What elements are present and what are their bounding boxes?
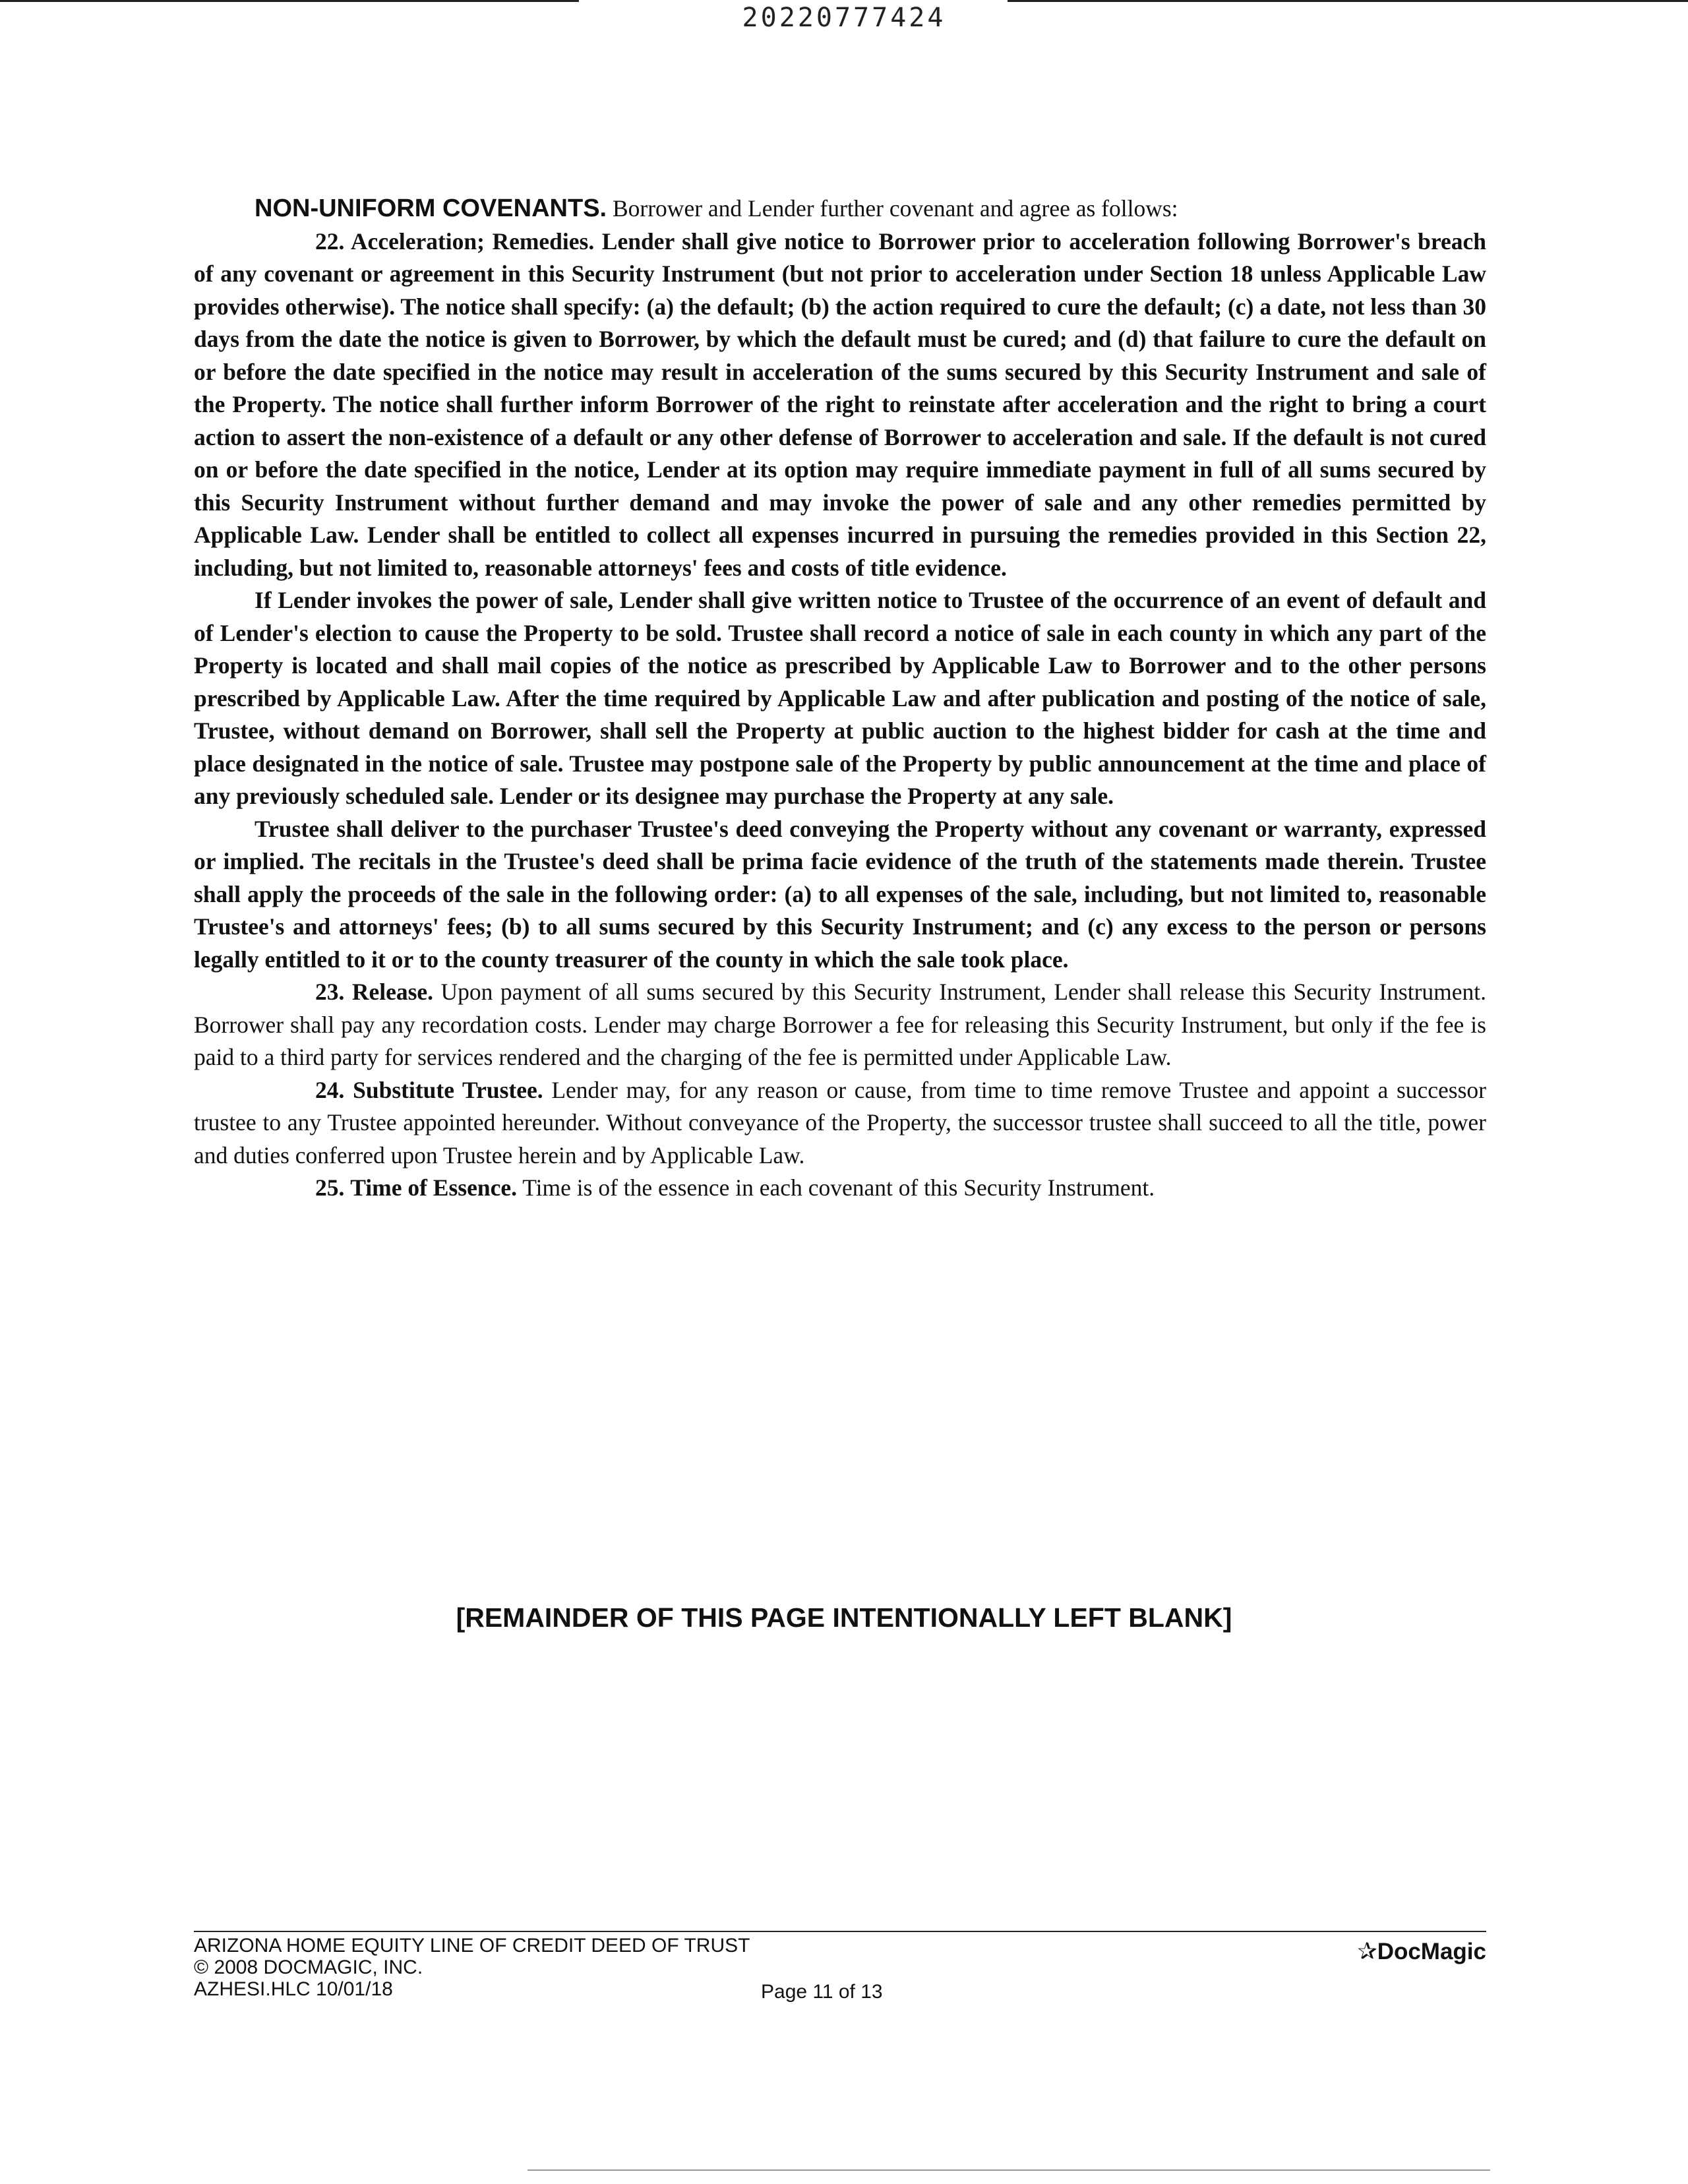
section-22-paragraph-1 <box>194 226 1486 585</box>
blank-page-notice: [REMAINDER OF THIS PAGE INTENTIONALLY LEFT BLANK] <box>456 1602 1232 1633</box>
section-22-text-1: Lender shall give notice to Borrower prior to acceleration following Borrower's breach of any covenant or agreement in this Security Instrument (but not prior to acceleration under Section 18 unless Applicable Law provides otherwise). The notice shall specify: (a) the default; (b) the action required to cure the default; (c) a date, not less than 30 days from the date the notice is given to Borrower, by which the default must be cured; and (d) that failure to cure the default on or before the date specified in the notice may result in acceleration of the sums secured by this Security Instrument and sale of the Property. The notice shall further inform Borrower of the right to reinstate after acceleration and the right to bring a court action to assert the non-existence of a default or any other defense of Borrower to acceleration and sale. If the default is not cured on or before the date specified in the notice, Lender at its option may require immediate payment in full of all sums secured by this Security Instrument without further demand and may invoke the power of sale and any other remedies permitted by Applicable Law. Lender shall be entitled to collect all expenses incurred in pursuing the remedies provided in this Section 22, including, but not limited to, reasonable attorneys' fees and costs of title evidence. <box>194 228 1487 581</box>
document-body <box>194 193 1486 1205</box>
recording-number: 20220777424 <box>742 3 946 33</box>
section-22-number: 22. <box>315 228 345 255</box>
section-25-title: Time of Essence. <box>350 1174 517 1201</box>
top-rule-right <box>1008 0 1688 2</box>
section-23-title: Release. <box>351 979 434 1005</box>
section-22-paragraph-2: If Lender invokes the power of sale, Lender shall give written notice to Trustee of the occurrence of an event of default and of Lender's election to cause the Property to be sold. Trustee shall record a notice of sale in each county in which any part of the Property is located and shall mail copies of the notice as prescribed by Applicable Law to Borrower and to the other persons prescribed by Applicable Law. After the time required by Applicable Law and after publication and posting of the notice of sale, Trustee, without demand on Borrower, shall sell the Property at public auction to the highest bidder for cash at the time and place designated in the notice of sale. Trustee may postpone sale of the Property by public announcement at the time and place of any previously scheduled sale. Lender or its designee may purchase the Property at any sale. <box>194 587 1486 809</box>
section-23-number: 23. <box>315 979 345 1005</box>
star-icon: ✰ <box>1357 1937 1377 1964</box>
footer-form-title: ARIZONA HOME EQUITY LINE OF CREDIT DEED OF TRUST <box>194 1935 750 1957</box>
footer-form-code: AZHESI.HLC 10/01/18 <box>194 1978 393 2000</box>
brand-name: DocMagic <box>1377 1939 1486 1964</box>
section-22-paragraph-3: Trustee shall deliver to the purchaser Trustee's deed conveying the Property without any covenant or warranty, expressed or implied. The recitals in the Trustee's deed shall be prima facie evidence of the truth of the statements made therein. Trustee shall apply the proceeds of the sale in the following order: (a) to all expenses of the sale, including, but not limited to, reasonable Trustee's and attorneys' fees; (b) to all sums secured by this Security Instrument; and (c) any excess to the person or persons legally entitled to it or to the county treasurer of the county in which the sale took place. <box>194 815 1486 973</box>
section-24-number: 24. <box>315 1076 345 1103</box>
section-22-title: Acceleration; Remedies. <box>350 228 595 255</box>
page-number: Page 11 of 13 <box>761 1981 883 2003</box>
section-25-number: 25. <box>315 1174 345 1201</box>
scan-artifact-line <box>528 2169 1490 2171</box>
section-23-text: Upon payment of all sums secured by this Security Instrument, Lender shall release this Security Instrument. Borrower shall pay any recordation costs. Lender may charge Borrower a fee for releasing this Security Instrument, but only if the fee is paid to a third party for services rendered and the charging of the fee is permitted under Applicable Law. <box>194 979 1486 1070</box>
docmagic-logo <box>1339 1937 1486 1965</box>
intro-text: Borrower and Lender further covenant and agree as follows: <box>612 195 1178 222</box>
footer-rule <box>194 1931 1486 1932</box>
section-24-paragraph <box>194 1074 1486 1172</box>
section-25-paragraph <box>194 1172 1486 1205</box>
section-23-paragraph <box>194 976 1486 1074</box>
intro-heading: NON-UNIFORM COVENANTS. <box>255 195 607 222</box>
section-24-text: Lender may, for any reason or cause, from time to time remove Trustee and appoint a successor trustee to any Trustee appointed hereunder. Without conveyance of the Property, the successor trustee shall succeed to all the title, power and duties conferred upon Trustee herein and by Applicable Law. <box>194 1076 1486 1168</box>
footer-copyright: © 2008 DOCMAGIC, INC. <box>194 1957 423 1978</box>
top-rule-left <box>0 0 579 2</box>
intro-paragraph <box>194 193 1486 226</box>
section-25-text: Time is of the essence in each covenant of this Security Instrument. <box>522 1174 1155 1201</box>
section-24-title: Substitute Trustee. <box>353 1076 543 1103</box>
footer-form-info <box>194 1935 750 2000</box>
